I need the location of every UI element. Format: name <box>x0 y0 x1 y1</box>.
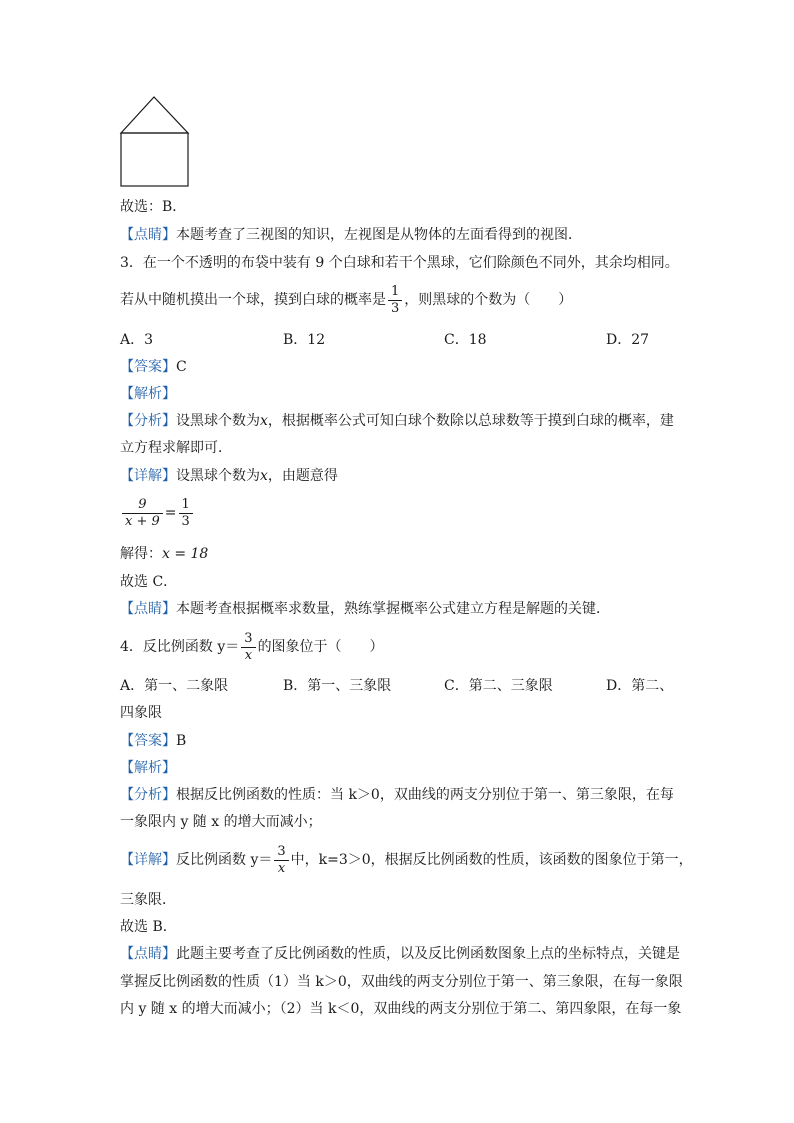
q4-fraction <box>241 631 255 664</box>
xiangjie-pre: 反比例函数 y＝ <box>176 852 273 868</box>
var-x: x <box>260 413 268 429</box>
frac-den: x <box>244 647 253 663</box>
q4-note <box>120 944 680 964</box>
q3-answer <box>120 357 187 377</box>
note-tag: 【点睛】 <box>120 946 176 962</box>
q3-xiangjie <box>120 466 338 486</box>
note-text: 本题考查根据概率求数量，熟练掌握概率公式建立方程是解题的关键． <box>176 601 610 617</box>
xiangjie-tag: 【详解】 <box>120 852 176 868</box>
xiangjie-pre: 设黑球个数为 <box>176 468 260 484</box>
answer-value: C <box>176 359 187 375</box>
eq-rnum: 1 <box>179 497 193 514</box>
base-square <box>121 133 188 186</box>
q2-note <box>120 225 582 245</box>
q4-option-d-cont: 四象限 <box>120 705 162 721</box>
answer-tag: 【答案】 <box>120 359 176 375</box>
frac-num: 3 <box>274 844 288 861</box>
eq-equals: = <box>164 505 177 521</box>
xiangjie-tag: 【详解】 <box>120 468 176 484</box>
fenxi-post: ，根据概率公式可知白球个数除以总球数等于摸到白球的概率，建 <box>267 413 674 429</box>
solve-eq: x = 18 <box>162 546 209 562</box>
q4-xiangjie-line2: 三象限． <box>120 892 176 908</box>
frac-den: x <box>277 860 286 876</box>
q4-fenxi-line2: 一象限内 y 随 x 的增大而减小； <box>120 814 322 830</box>
q3-option-a: A．3 <box>120 332 154 348</box>
q3-stem-line1: 3．在一个不透明的布袋中装有 9 个白球和若干个黑球，它们除颜色不同外，其余均相同。 <box>120 255 679 271</box>
q3-option-d: D．27 <box>606 332 650 348</box>
q4-xiangjie <box>120 840 693 880</box>
q3-option-c: C．18 <box>444 332 487 348</box>
q3-option-b: B．12 <box>283 332 326 348</box>
q3-fraction <box>388 284 402 317</box>
q3-stem-pre: 若从中随机摸出一个球，摸到白球的概率是 <box>120 292 386 308</box>
q4-answer <box>120 731 186 751</box>
note-tag: 【点睛】 <box>120 601 176 617</box>
roof-triangle <box>121 97 188 133</box>
answer-value: B <box>176 733 187 749</box>
answer-tag: 【答案】 <box>120 733 176 749</box>
note-tag: 【点睛】 <box>120 227 176 243</box>
q4-stem-post: 的图象位于（ ） <box>257 639 384 655</box>
q3-stem-line2 <box>120 283 572 317</box>
xiangjie-post: ，由题意得 <box>267 468 338 484</box>
var-x: x <box>260 468 268 484</box>
fenxi-pre: 设黑球个数为 <box>176 413 260 429</box>
q4-stem <box>120 627 384 667</box>
q4-option-a: A．第一、二象限 <box>120 678 229 694</box>
house-view-figure <box>118 94 192 190</box>
q4-option-d: D．第二、 <box>606 678 674 694</box>
q3-fenxi <box>120 411 674 431</box>
fenxi-text: 根据反比例函数的性质：当 k＞0，双曲线的两支分别位于第一、第三象限，在每 <box>176 787 674 803</box>
note-line1: 此题主要考查了反比例函数的性质，以及反比例函数图象上点的坐标特点，关键是 <box>176 946 680 962</box>
q2-pick: 故选：B． <box>120 199 187 215</box>
fenxi-tag: 【分析】 <box>120 787 176 803</box>
q3-note <box>120 599 610 619</box>
q4-fraction <box>274 844 288 877</box>
eq-num: 9 <box>122 497 163 514</box>
eq-right-fraction <box>179 497 193 530</box>
q3-fenxi-line2: 立方程求解即可． <box>120 440 232 456</box>
frac-num: 3 <box>241 631 255 648</box>
q4-fenxi <box>120 785 674 805</box>
q4-option-b: B．第一、三象限 <box>283 678 392 694</box>
eq-rden: 3 <box>181 513 190 529</box>
q4-jiexi-tag: 【解析】 <box>120 760 176 776</box>
q4-pick: 故选 B． <box>120 919 177 935</box>
q3-solve <box>120 544 208 564</box>
fenxi-tag: 【分析】 <box>120 413 176 429</box>
note-text: 本题考查了三视图的知识，左视图是从物体的左面看得到的视图． <box>176 227 582 243</box>
q4-note-line3: 内 y 随 x 的增大而减小；（2）当 k＜0，双曲线的两支分别位于第二、第四象限，在每一象 <box>120 1001 682 1017</box>
q3-equation <box>120 494 195 532</box>
eq-left-fraction <box>122 497 163 530</box>
q4-stem-pre: 4．反比例函数 y＝ <box>120 639 240 655</box>
q3-stem-post: ，则黑球的个数为（ ） <box>404 292 573 308</box>
q3-jiexi-tag: 【解析】 <box>120 386 176 402</box>
q4-note-line2: 掌握反比例函数的性质（1）当 k＞0，双曲线的两支分别位于第一、第三象限，在每一象限 <box>120 974 683 990</box>
q4-option-c: C．第二、三象限 <box>444 678 553 694</box>
frac-den: 3 <box>391 300 400 316</box>
eq-den: x + 9 <box>125 513 160 529</box>
q3-pick: 故选 C． <box>120 574 178 590</box>
xiangjie-post: 中，k=3＞0，根据反比例函数的性质，该函数的图象位于第一， <box>290 852 693 868</box>
frac-num: 1 <box>388 284 402 301</box>
solve-pre: 解得： <box>120 546 162 562</box>
